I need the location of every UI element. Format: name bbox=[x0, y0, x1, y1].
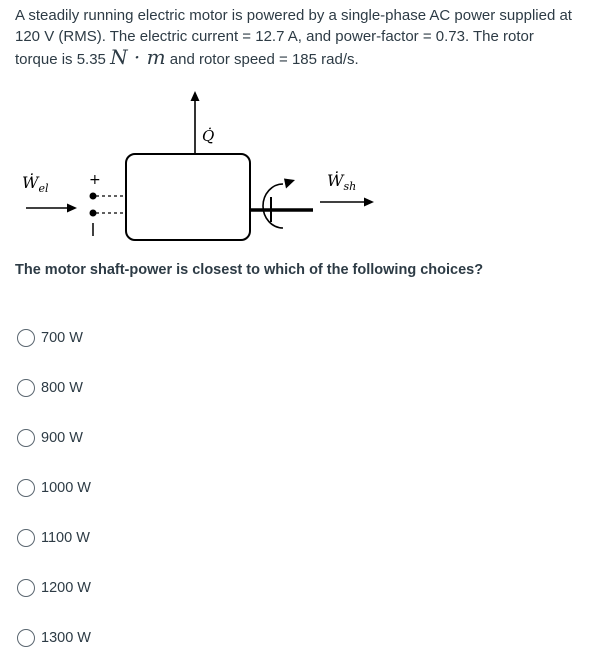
question-line-1: A steadily running electric motor is powered by a single-phase AC power supplied at bbox=[15, 7, 572, 24]
heat-arrow-head bbox=[191, 91, 200, 101]
radio-button[interactable] bbox=[17, 529, 35, 547]
question-text bbox=[15, 5, 590, 70]
unit-meter: m bbox=[146, 45, 166, 69]
motor-box bbox=[126, 154, 250, 240]
heat-label: Q̇ bbox=[202, 127, 215, 145]
terminal-bottom bbox=[90, 210, 97, 217]
plus-sign: + bbox=[89, 172, 101, 188]
radio-button[interactable] bbox=[17, 379, 35, 397]
option-label: 1100 W bbox=[41, 530, 90, 546]
option-1200w[interactable] bbox=[17, 563, 91, 613]
motor-diagram bbox=[0, 80, 595, 250]
option-label: 900 W bbox=[41, 430, 83, 446]
question-line-3-start: torque is 5.35 bbox=[15, 51, 111, 68]
option-label: 1000 W bbox=[41, 480, 91, 496]
question-line-2: 120 V (RMS). The electric current = 12.7 A, and power-factor = 0.73. The rotor bbox=[15, 28, 534, 45]
question-prompt: The motor shaft-power is closest to which of the following choices? bbox=[15, 262, 484, 278]
electric-work-arrow-head bbox=[67, 204, 77, 213]
option-800w[interactable] bbox=[17, 363, 91, 413]
unit-newton: N bbox=[110, 45, 128, 69]
option-label: 700 W bbox=[41, 330, 83, 346]
option-1300w[interactable] bbox=[17, 613, 91, 663]
terminal-top bbox=[90, 193, 97, 200]
option-700w[interactable] bbox=[17, 313, 91, 363]
question-line-3-end: and rotor speed = 185 rad/s. bbox=[165, 51, 359, 68]
rotation-arrow-head bbox=[284, 179, 295, 189]
electric-work-label: Ẇ$_{el}$ bbox=[22, 173, 49, 195]
radio-button[interactable] bbox=[17, 429, 35, 447]
option-label: 1200 W bbox=[41, 580, 91, 596]
option-label: 800 W bbox=[41, 380, 83, 396]
shaft-work-arrow-head bbox=[364, 198, 374, 207]
option-label: 1300 W bbox=[41, 630, 91, 646]
shaft-work-label: Ẇ$_{sh}$ bbox=[327, 171, 357, 193]
radio-button[interactable] bbox=[17, 629, 35, 647]
radio-button[interactable] bbox=[17, 479, 35, 497]
radio-button[interactable] bbox=[17, 329, 35, 347]
answer-options bbox=[17, 313, 91, 663]
question-line-3 bbox=[15, 47, 590, 70]
option-1000w[interactable] bbox=[17, 463, 91, 513]
option-1100w[interactable] bbox=[17, 513, 91, 563]
unit-dot: · bbox=[127, 45, 147, 69]
radio-button[interactable] bbox=[17, 579, 35, 597]
rotation-arc bbox=[263, 184, 283, 228]
option-900w[interactable] bbox=[17, 413, 91, 463]
